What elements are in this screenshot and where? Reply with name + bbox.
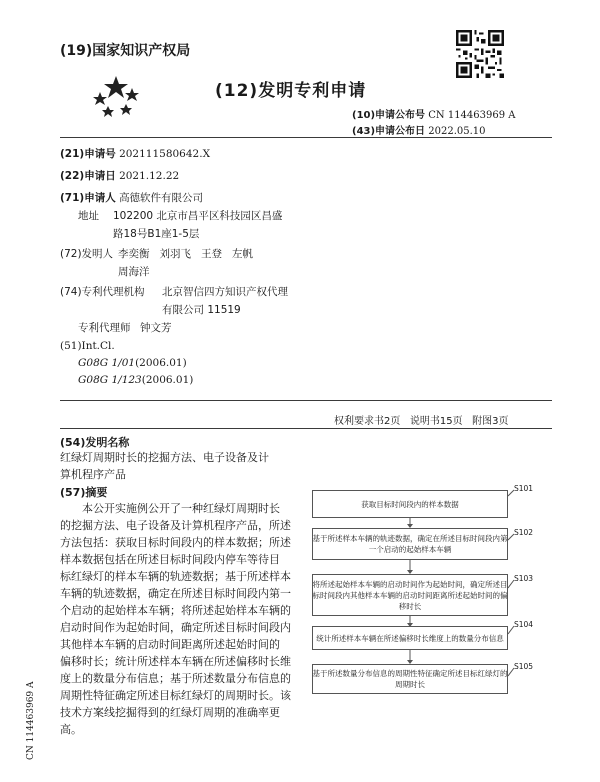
applicant: 高德软件有限公司 — [119, 192, 204, 204]
application-number-row — [60, 146, 210, 161]
publication-number: CN 114463969 A — [428, 110, 516, 121]
abstract-line: 本公开实施例公开了一种红绿灯周期时长 — [82, 502, 280, 515]
title-line: 算机程序产品 — [60, 468, 126, 481]
flow-step-id: S105 — [514, 662, 534, 671]
flow-step — [312, 490, 508, 518]
address-line-2: 路18号B1座1-5层 — [113, 228, 200, 240]
flow-step-id: S104 — [514, 620, 534, 629]
address-label: 地址 — [78, 210, 99, 222]
flow-step-text: 周期时长 — [395, 680, 425, 689]
pages-divider — [60, 428, 552, 429]
application-number-label: (21)申请号 — [60, 148, 116, 160]
abstract-line: 车辆的轨迹数据，确定在所述目标时间段内第一 — [60, 587, 291, 600]
abstract-line: 度上的数量分布信息；基于所述数量分布信息的 — [60, 672, 291, 685]
page-count: 权利要求书2页 说明书15页 附图3页 — [334, 416, 509, 427]
flow-step-id: S102 — [514, 528, 534, 537]
qr-code-icon — [456, 30, 504, 78]
title-label: (54)发明名称 — [60, 436, 130, 449]
office-emblem-icon — [86, 74, 146, 122]
int-cl-label: (51)Int.Cl. — [60, 340, 115, 352]
flow-step — [312, 664, 508, 694]
applicant-label: (71)申请人 — [60, 192, 116, 204]
publication-number-label: (10)申请公布号 — [352, 110, 426, 121]
invention-title — [60, 449, 269, 483]
flow-step-text: 基于所述数量分布信息的周期性特征确定所述目标红绿灯的 — [312, 669, 508, 678]
publication-date-label: (43)申请公布日 — [352, 126, 426, 137]
application-number: 202111580642.X — [119, 148, 211, 160]
abstract-line: 偏移时长；统计所述样本车辆在所述偏移时长维 — [60, 655, 291, 668]
publication-number-row — [352, 106, 516, 121]
ipc-code: G08G 1/123 — [78, 374, 142, 386]
abstract-line: 方法包括：获取目标时间段内的样本数据；所述 — [60, 536, 291, 549]
abstract-line: 的挖掘方法、电子设备及计算机程序产品，所述 — [60, 519, 291, 532]
agent-label: 专利代理师 — [78, 322, 131, 334]
application-date: 2021.12.22 — [119, 170, 180, 182]
inventors-label: (72)发明人 — [60, 248, 114, 260]
side-publication-code: CN 114463969 A — [26, 681, 36, 760]
flow-step-text: 获取目标时间段内的样本数据 — [361, 499, 459, 509]
flow-step-id: S103 — [514, 574, 534, 583]
flow-step — [312, 528, 508, 560]
publication-date: 2022.05.10 — [428, 126, 486, 137]
abstract-label: (57)摘要 — [60, 486, 108, 499]
abstract-line: 技术方案线挖掘得到的红绿灯周期的准确率更 — [60, 706, 280, 719]
abstract-text — [60, 500, 291, 738]
bib-divider — [60, 400, 552, 401]
abstract-line: 启动时间作为起始时间，确定所述目标时间段内 — [60, 621, 291, 634]
abstract-line: 高。 — [60, 723, 82, 736]
address-line-1: 102200 北京市昌平区科技园区昌盛 — [113, 210, 283, 222]
flow-step-text: 将所述起始样本车辆的启动时间作为起始时间，确定所述目 — [312, 579, 508, 589]
flow-step — [312, 574, 508, 616]
agent: 钟文芳 — [140, 322, 172, 334]
abstract-line: 个启动的起始样本车辆；将所述起始样本车辆的 — [60, 604, 291, 617]
abstract-line: 周期性特征确定所述目标红绿灯的周期时长。该 — [60, 689, 291, 702]
inventors-line-2: 周海洋 — [118, 266, 150, 278]
agency-line-1: 北京智信四方知识产权代理 — [162, 286, 288, 298]
application-date-row — [60, 168, 179, 183]
abstract-line: 标红绿灯的样本车辆的轨迹数据；基于所述样本 — [60, 570, 291, 583]
flow-step-text: 标时间段内其他样本车辆的启动时间距离所述起始时间的偏 — [312, 590, 508, 600]
document-type: (12)发明专利申请 — [215, 81, 367, 101]
ipc-entry — [78, 374, 193, 386]
agency-label: (74)专利代理机构 — [60, 286, 145, 298]
application-date-label: (22)申请日 — [60, 170, 116, 182]
agency-line-2: 有限公司 11519 — [162, 304, 241, 316]
abstract-line: 其他样本车辆的启动时间距离所述起始时间的 — [60, 638, 280, 651]
abstract-line: 样本数据包括在所述目标时间段内停车等待目 — [60, 553, 280, 566]
publication-date-row — [352, 122, 486, 137]
title-line: 红绿灯周期时长的挖掘方法、电子设备及计 — [60, 451, 269, 464]
flow-step-text: 统计所述样本车辆在所述偏移时长维度上的数量分布信息 — [316, 633, 504, 643]
ipc-year: (2006.01) — [141, 374, 194, 386]
office-name: (19)国家知识产权局 — [60, 43, 191, 59]
inventors-line-1: 李奕衡 刘羽飞 王登 左帆 — [118, 248, 254, 260]
flow-step-text: 基于所述样本车辆的轨迹数据，确定在所述目标时间段内第 — [312, 534, 508, 543]
ipc-code: G08G 1/01 — [78, 357, 136, 369]
header-divider — [60, 137, 552, 138]
ipc-year: (2006.01) — [135, 357, 187, 369]
flow-step-id: S101 — [514, 484, 534, 493]
flow-step-text: 移时长 — [398, 601, 422, 611]
applicant-row — [60, 190, 203, 205]
flow-step-text: 一个启动的起始样本车辆 — [368, 545, 452, 554]
flow-step — [312, 626, 508, 650]
ipc-entry — [78, 357, 187, 369]
